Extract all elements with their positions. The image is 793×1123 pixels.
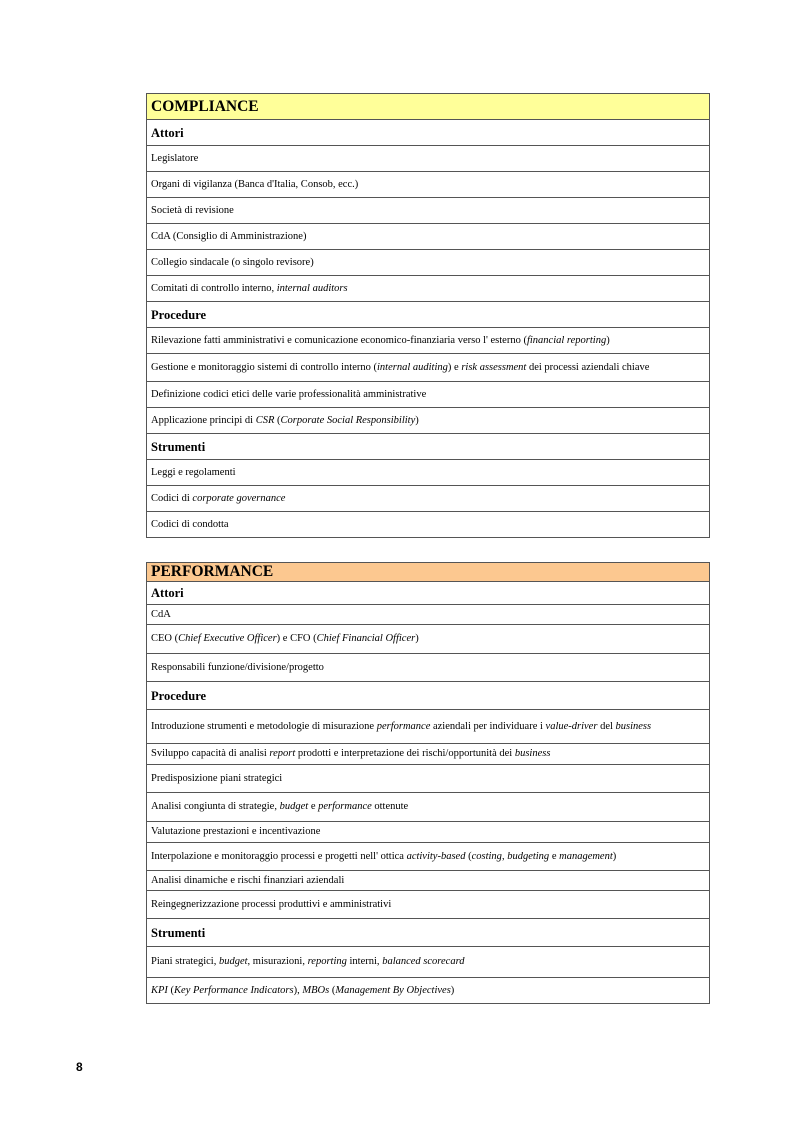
section-heading: Strumenti xyxy=(147,434,710,460)
italic-term: internal auditors xyxy=(276,282,348,294)
table-row xyxy=(147,354,710,382)
italic-term: management xyxy=(559,850,613,862)
text-run: e xyxy=(549,850,560,862)
section-heading: Attori xyxy=(147,120,710,146)
italic-term: budget xyxy=(279,801,309,812)
italic-term: activity-based xyxy=(406,850,466,862)
text-run: Reingegnerizzazione processi produttivi e amministrativi xyxy=(151,898,392,910)
row-text xyxy=(147,276,710,302)
table-row xyxy=(147,744,710,765)
row-text xyxy=(147,654,710,682)
table-row xyxy=(147,843,710,871)
performance-table xyxy=(146,562,710,1004)
italic-term: MBOs xyxy=(302,984,330,996)
text-run: ) xyxy=(415,633,419,644)
table-row xyxy=(147,710,710,744)
text-run: Predisposizione piani strategici xyxy=(151,772,283,784)
section-row xyxy=(147,682,710,710)
italic-term: budgeting xyxy=(507,850,550,862)
text-run: Introduzione strumenti e metodologie di misurazione xyxy=(151,720,377,732)
text-run: ( xyxy=(274,414,281,426)
table-row xyxy=(147,871,710,891)
text-run: Definizione codici etici delle varie professionalità amministrative xyxy=(151,388,427,400)
section-row xyxy=(147,582,710,605)
row-text xyxy=(147,250,710,276)
text-run: dei processi aziendali chiave xyxy=(526,361,650,373)
table-row xyxy=(147,460,710,486)
text-run: Rilevazione fatti amministrativi e comunicazione economico-finanziaria verso l' esterno ( xyxy=(151,334,527,346)
row-text xyxy=(147,765,710,793)
text-run: ) xyxy=(415,414,419,426)
italic-term: CSR xyxy=(255,414,275,426)
row-text xyxy=(147,460,710,486)
italic-term: costing xyxy=(471,850,502,862)
section-row xyxy=(147,919,710,947)
table-row xyxy=(147,625,710,654)
text-run: CdA (Consiglio di Amministrazione) xyxy=(151,230,307,242)
italic-term: performance xyxy=(318,801,372,812)
compliance-rows xyxy=(147,120,710,538)
row-text xyxy=(147,605,710,625)
row-text xyxy=(147,486,710,512)
italic-term: Chief Financial Officer xyxy=(316,633,416,644)
text-run: Codici di condotta xyxy=(151,518,229,530)
text-run: Applicazione principi di xyxy=(151,414,256,426)
table-row xyxy=(147,891,710,919)
table-row xyxy=(147,224,710,250)
italic-term: risk assessment xyxy=(461,361,527,373)
row-text xyxy=(147,408,710,434)
section-row xyxy=(147,434,710,460)
section-heading: Strumenti xyxy=(147,919,710,947)
text-run: ( xyxy=(329,984,336,996)
row-text xyxy=(147,793,710,822)
italic-term: Management By Objectives xyxy=(335,984,451,996)
text-run: CdA xyxy=(151,608,171,620)
text-run: , misurazioni, xyxy=(247,956,308,967)
text-run: interni, xyxy=(346,956,383,967)
text-run: ) xyxy=(450,984,455,996)
italic-term: Key Performance Indicators xyxy=(174,984,294,996)
text-run: , xyxy=(501,850,508,862)
text-run: e xyxy=(308,801,319,812)
italic-term: budget xyxy=(218,956,248,967)
text-run: Analisi dinamiche e rischi finanziari aziendali xyxy=(151,874,345,886)
table-row xyxy=(147,276,710,302)
table-row xyxy=(147,172,710,198)
text-run: Organi di vigilanza (Banca d'Italia, Consob, ecc.) xyxy=(151,178,359,190)
row-text xyxy=(147,843,710,871)
text-run: Analisi congiunta di strategie, xyxy=(151,801,280,812)
row-text xyxy=(147,382,710,408)
italic-term: business xyxy=(615,720,652,732)
text-run: CEO ( xyxy=(151,633,179,644)
text-run: Legislatore xyxy=(151,152,199,164)
italic-term: corporate governance xyxy=(192,492,286,504)
text-run: ) e CFO ( xyxy=(276,633,317,644)
row-text xyxy=(147,328,710,354)
compliance-table xyxy=(146,93,710,538)
row-text xyxy=(147,710,710,744)
row-text xyxy=(147,744,710,765)
row-text xyxy=(147,947,710,978)
italic-term: value-driver xyxy=(545,720,598,732)
row-text xyxy=(147,354,710,382)
italic-term: financial reporting xyxy=(526,334,607,346)
performance-title: PERFORMANCE xyxy=(147,563,710,582)
table-row xyxy=(147,486,710,512)
row-text xyxy=(147,146,710,172)
text-run: ), xyxy=(293,984,303,996)
row-text xyxy=(147,871,710,891)
section-row xyxy=(147,302,710,328)
text-run: ) xyxy=(606,334,610,346)
italic-term: report xyxy=(269,748,296,759)
section-heading: Attori xyxy=(147,582,710,605)
table-row xyxy=(147,793,710,822)
text-run: Società di revisione xyxy=(151,204,234,216)
italic-term: internal auditing xyxy=(377,361,448,373)
text-run: ( xyxy=(465,850,472,862)
table-row xyxy=(147,822,710,843)
page-number: 8 xyxy=(76,1060,83,1074)
text-run: Codici di xyxy=(151,492,193,504)
text-run: Interpolazione e monitoraggio processi e progetti nell' ottica xyxy=(151,850,407,862)
italic-term: KPI xyxy=(151,984,168,996)
text-run: ) e xyxy=(447,361,462,373)
italic-term: business xyxy=(514,748,551,759)
text-run: ) xyxy=(612,850,617,862)
text-run: ottenute xyxy=(371,801,409,812)
row-text xyxy=(147,978,710,1004)
section-heading: Procedure xyxy=(147,302,710,328)
row-text xyxy=(147,822,710,843)
text-run: aziendali per individuare i xyxy=(430,720,546,732)
row-text xyxy=(147,512,710,538)
row-text xyxy=(147,891,710,919)
table-row xyxy=(147,198,710,224)
table-row xyxy=(147,408,710,434)
row-text xyxy=(147,198,710,224)
table-row xyxy=(147,250,710,276)
table-row xyxy=(147,512,710,538)
table-row xyxy=(147,382,710,408)
text-run: del xyxy=(597,720,616,732)
text-run: Comitati di controllo interno, xyxy=(151,282,277,294)
performance-rows xyxy=(147,582,710,1004)
table-row xyxy=(147,654,710,682)
text-run: Piani strategici, xyxy=(151,956,219,967)
table-row xyxy=(147,328,710,354)
section-row xyxy=(147,120,710,146)
text-run: Leggi e regolamenti xyxy=(151,466,236,478)
table-row xyxy=(147,146,710,172)
italic-term: Corporate Social Responsibility xyxy=(280,414,416,426)
italic-term: balanced scorecard xyxy=(382,956,465,967)
text-run: prodotti e interpretazione dei rischi/opportunità dei xyxy=(295,748,515,759)
section-heading: Procedure xyxy=(147,682,710,710)
text-run: Sviluppo capacità di analisi xyxy=(151,748,270,759)
compliance-title: COMPLIANCE xyxy=(147,94,710,120)
italic-term: performance xyxy=(376,720,431,732)
italic-term: reporting xyxy=(307,956,347,967)
text-run: Gestione e monitoraggio sistemi di controllo interno ( xyxy=(151,361,378,373)
row-text xyxy=(147,625,710,654)
text-run: Responsabili funzione/divisione/progetto xyxy=(151,661,324,673)
text-run: ( xyxy=(167,984,175,996)
table-row xyxy=(147,605,710,625)
table-row xyxy=(147,947,710,978)
row-text xyxy=(147,224,710,250)
table-row xyxy=(147,978,710,1004)
row-text xyxy=(147,172,710,198)
text-run: Collegio sindacale (o singolo revisore) xyxy=(151,256,314,268)
text-run: Valutazione prestazioni e incentivazione xyxy=(151,826,321,837)
table-row xyxy=(147,765,710,793)
italic-term: Chief Executive Officer xyxy=(178,633,277,644)
